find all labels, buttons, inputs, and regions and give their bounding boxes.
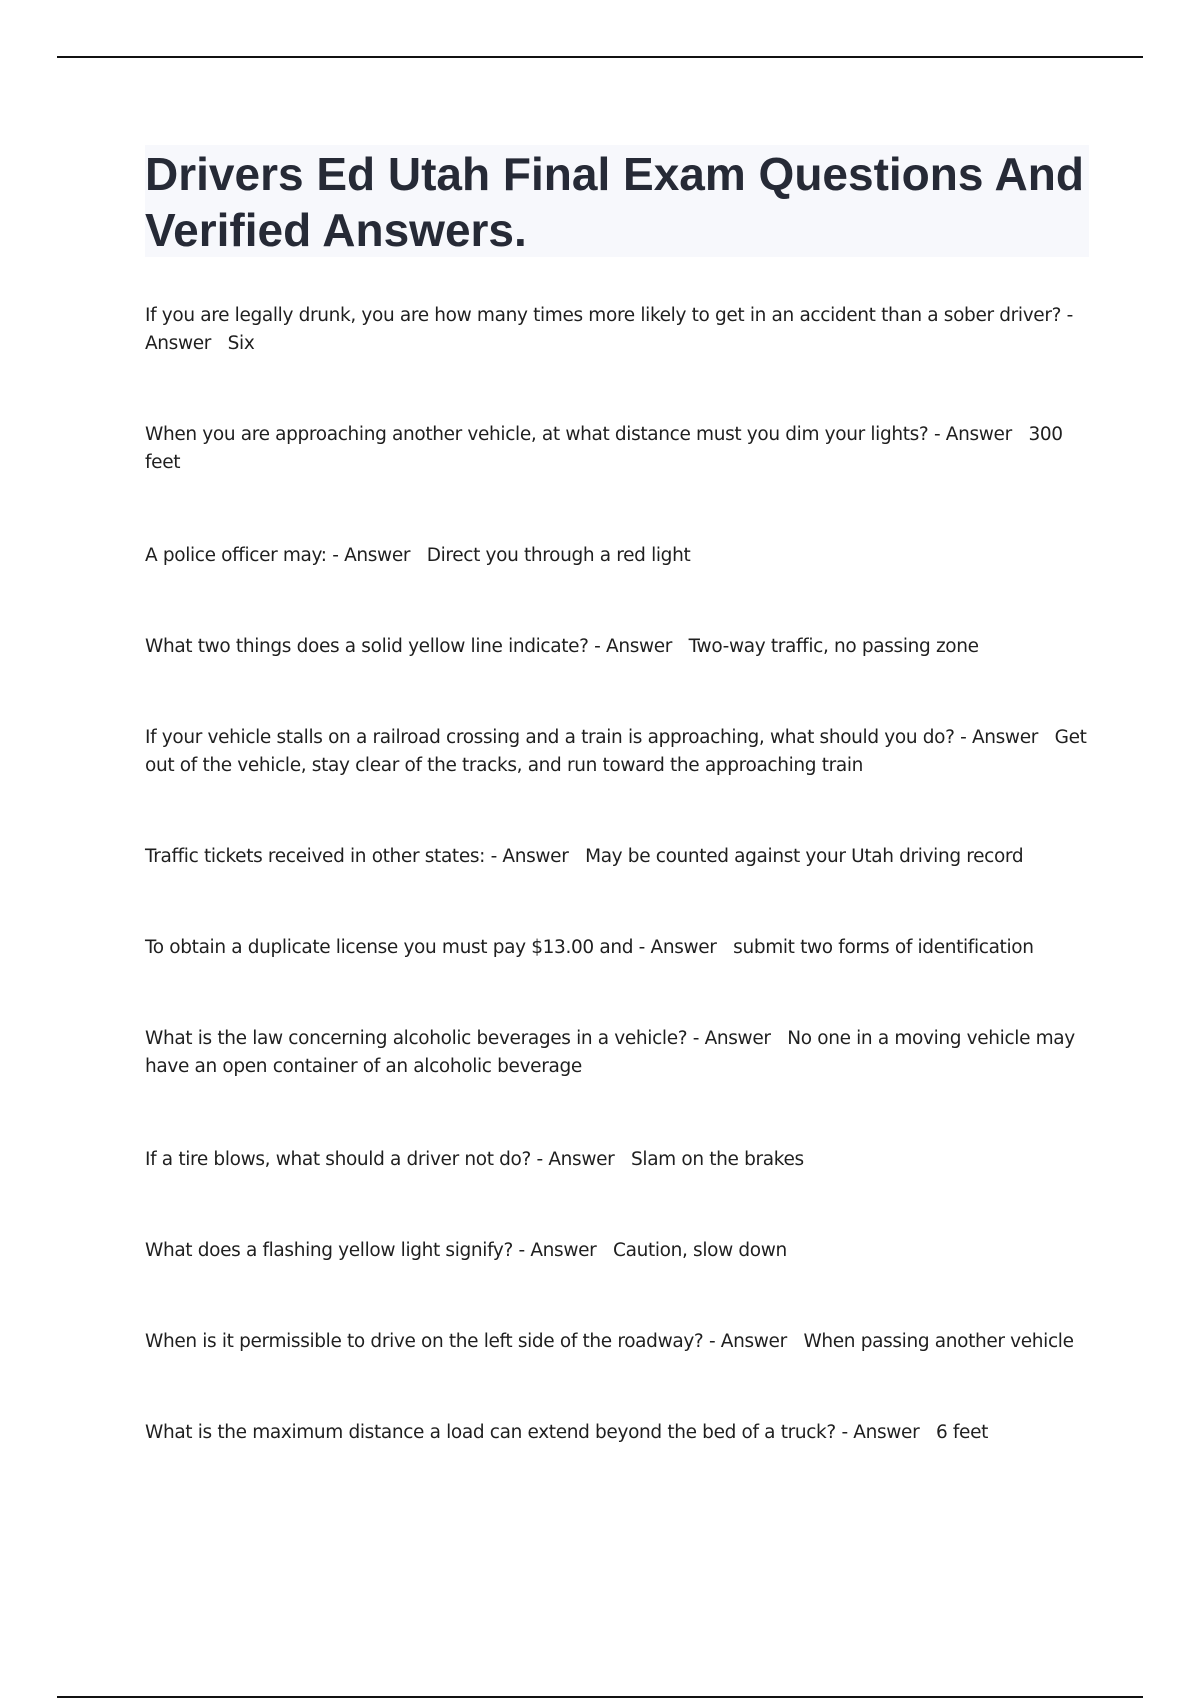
answer-label: - Answer [708,1331,787,1352]
question-text: Traffic tickets received in other states: [145,846,486,867]
document-title: Drivers Ed Utah Final Exam Questions And Verified Answers. [145,148,1084,256]
qa-item [145,1025,1089,1081]
question-text: If you are legally drunk, you are how many times more likely to get in an accident than a sober driver? [145,305,1062,326]
answer-text: Direct you through a red light [426,545,691,566]
qa-item [145,843,1089,871]
qa-item [145,633,1089,661]
answer-text: No one in a moving vehicle may have an open container of an alcoholic beverage [145,1028,1075,1077]
answer-label: - Answer [692,1028,771,1049]
answer-text: submit two forms of identification [733,937,1034,958]
answer-label: - Answer [638,937,717,958]
answer-text: Six [227,333,255,354]
question-text: What is the law concerning alcoholic beverages in a vehicle? [145,1028,688,1049]
answer-text: Slam on the brakes [631,1149,804,1170]
answer-text: Get out of the vehicle, stay clear of the tracks, and run toward the approaching train [145,727,1087,776]
qa-item [145,1419,1089,1447]
qa-item [145,542,1089,570]
answer-label: - Answer [536,1149,615,1170]
answer-text: 6 feet [935,1422,989,1443]
answer-label: - Answer [960,727,1039,748]
answer-label: - Answer [145,305,1073,354]
question-text: If your vehicle stalls on a railroad crossing and a train is approaching, what should you do? [145,727,955,748]
top-rule [57,56,1143,58]
question-text: When is it permissible to drive on the left side of the roadway? [145,1331,704,1352]
question-text: If a tire blows, what should a driver not do? [145,1149,531,1170]
question-text: A police officer may: [145,545,327,566]
question-text: To obtain a duplicate license you must pay $13.00 and [145,937,634,958]
answer-text: 300 feet [145,424,1063,473]
answer-label: - Answer [490,846,569,867]
answer-label: - Answer [332,545,411,566]
question-text: What does a flashing yellow light signify? [145,1240,513,1261]
bottom-rule [57,1696,1143,1698]
answer-text: Caution, slow down [613,1240,787,1261]
answer-text: Two-way traffic, no passing zone [688,636,979,657]
qa-item [145,1328,1089,1356]
answer-text: May be counted against your Utah driving record [585,846,1024,867]
answer-label: - Answer [594,636,673,657]
qa-item [145,302,1089,358]
answer-label: - Answer [518,1240,597,1261]
qa-item [145,934,1089,962]
answer-label: - Answer [841,1422,920,1443]
question-text: What is the maximum distance a load can extend beyond the bed of a truck? [145,1422,836,1443]
question-text: What two things does a solid yellow line indicate? [145,636,589,657]
qa-item [145,421,1089,477]
qa-item [145,724,1089,780]
answer-text: When passing another vehicle [803,1331,1074,1352]
question-text: When you are approaching another vehicle, at what distance must you dim your lights? [145,424,929,445]
qa-item [145,1237,1089,1265]
answer-label: - Answer [933,424,1012,445]
qa-item [145,1146,1089,1174]
